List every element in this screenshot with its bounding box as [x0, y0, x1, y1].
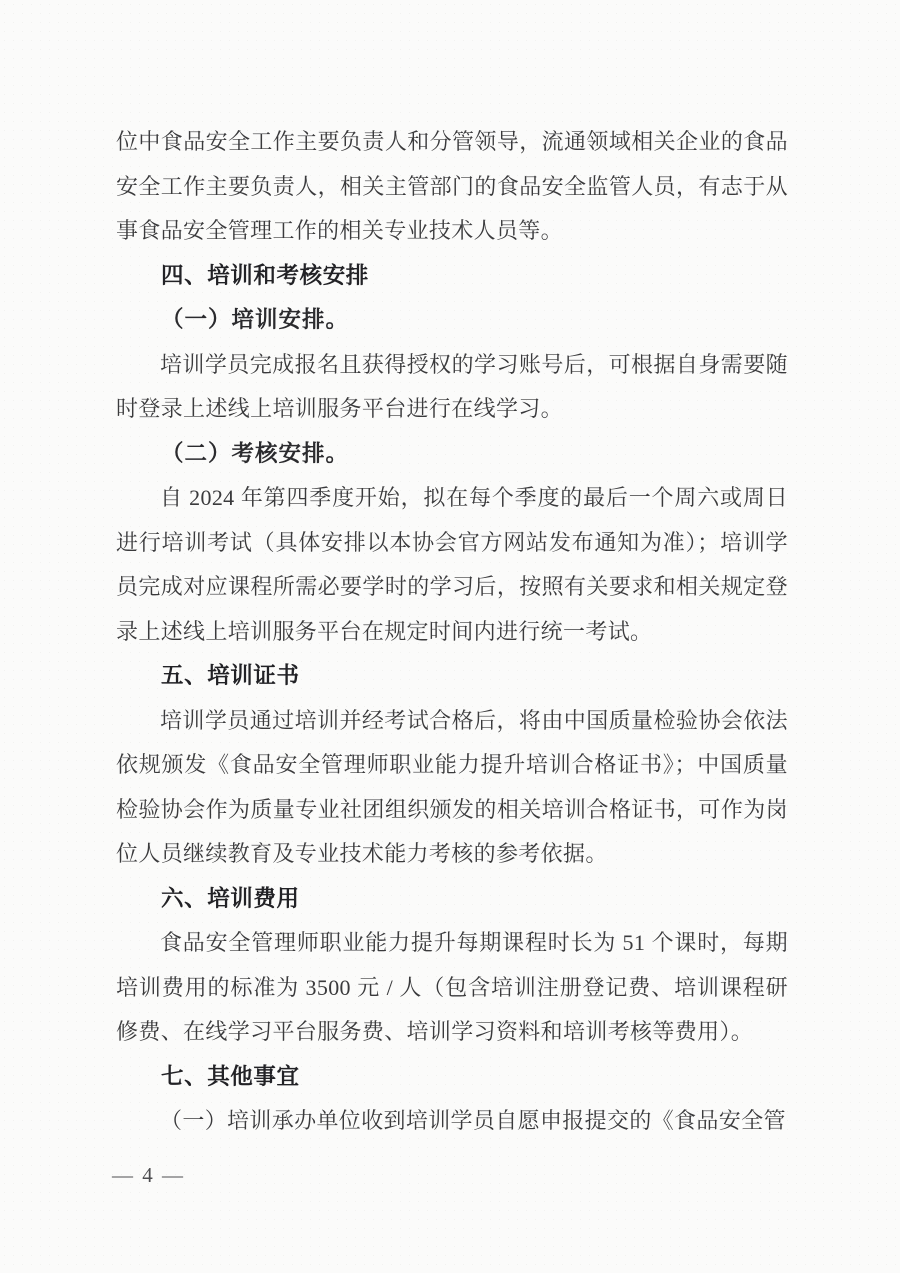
section-heading-training-fees: 六、培训费用: [161, 885, 300, 911]
section-heading-training-and-assessment: 四、培训和考核安排: [161, 262, 369, 288]
page-number: — 4 —: [112, 1163, 185, 1187]
paragraph-training-arrangement: 培训学员完成报名且获得授权的学习账号后，可根据自身需要随时登录上述线上培训服务平台进行在线学习。: [116, 351, 788, 421]
paragraph-training-certificate: 培训学员通过培训并经考试合格后，将由中国质量检验协会依法依规颁发《食品安全管理师职业能力提升培训合格证书》；中国质量检验协会作为质量专业社团组织颁发的相关培训合格证书，可作为岗位人员继续教育及专业技术能力考核的参考依据。: [116, 707, 788, 866]
paragraph-other-matters-partial: （一）培训承办单位收到培训学员自愿申报提交的《食品安全管: [160, 1108, 786, 1133]
sub-heading-assessment-arrangement: （二）考核安排。: [161, 440, 350, 466]
document-body: [116, 120, 788, 1144]
section-heading-training-certificate: 五、培训证书: [161, 663, 300, 688]
sub-heading-training-arrangement: （一）培训安排。: [161, 307, 350, 332]
paragraph-training-fees: 食品安全管理师职业能力提升每期课程时长为 51 个课时，每期培训费用的标准为 3500 元 / 人（包含培训注册登记费、培训课程研修费、在线学习平台服务费、培训学习资料和培训考核等费用）。: [116, 930, 788, 1044]
paragraph-audience-continuation: 位中食品安全工作主要负责人和分管领导，流通领域相关企业的食品安全工作主要负责人，相关主管部门的食品安全监管人员，有志于从事食品安全管理工作的相关专业技术人员等。: [116, 129, 788, 243]
section-heading-other-matters: 七、其他事宜: [161, 1063, 300, 1089]
paragraph-assessment-arrangement: 自 2024 年第四季度开始，拟在每个季度的最后一个周六或周日进行培训考试（具体安排以本协会官方网站发布通知为准）；培训学员完成对应课程所需必要学时的学习后，按照有关要求和相关规定登录上述线上培训服务平台在规定时间内进行统一考试。: [116, 485, 788, 644]
